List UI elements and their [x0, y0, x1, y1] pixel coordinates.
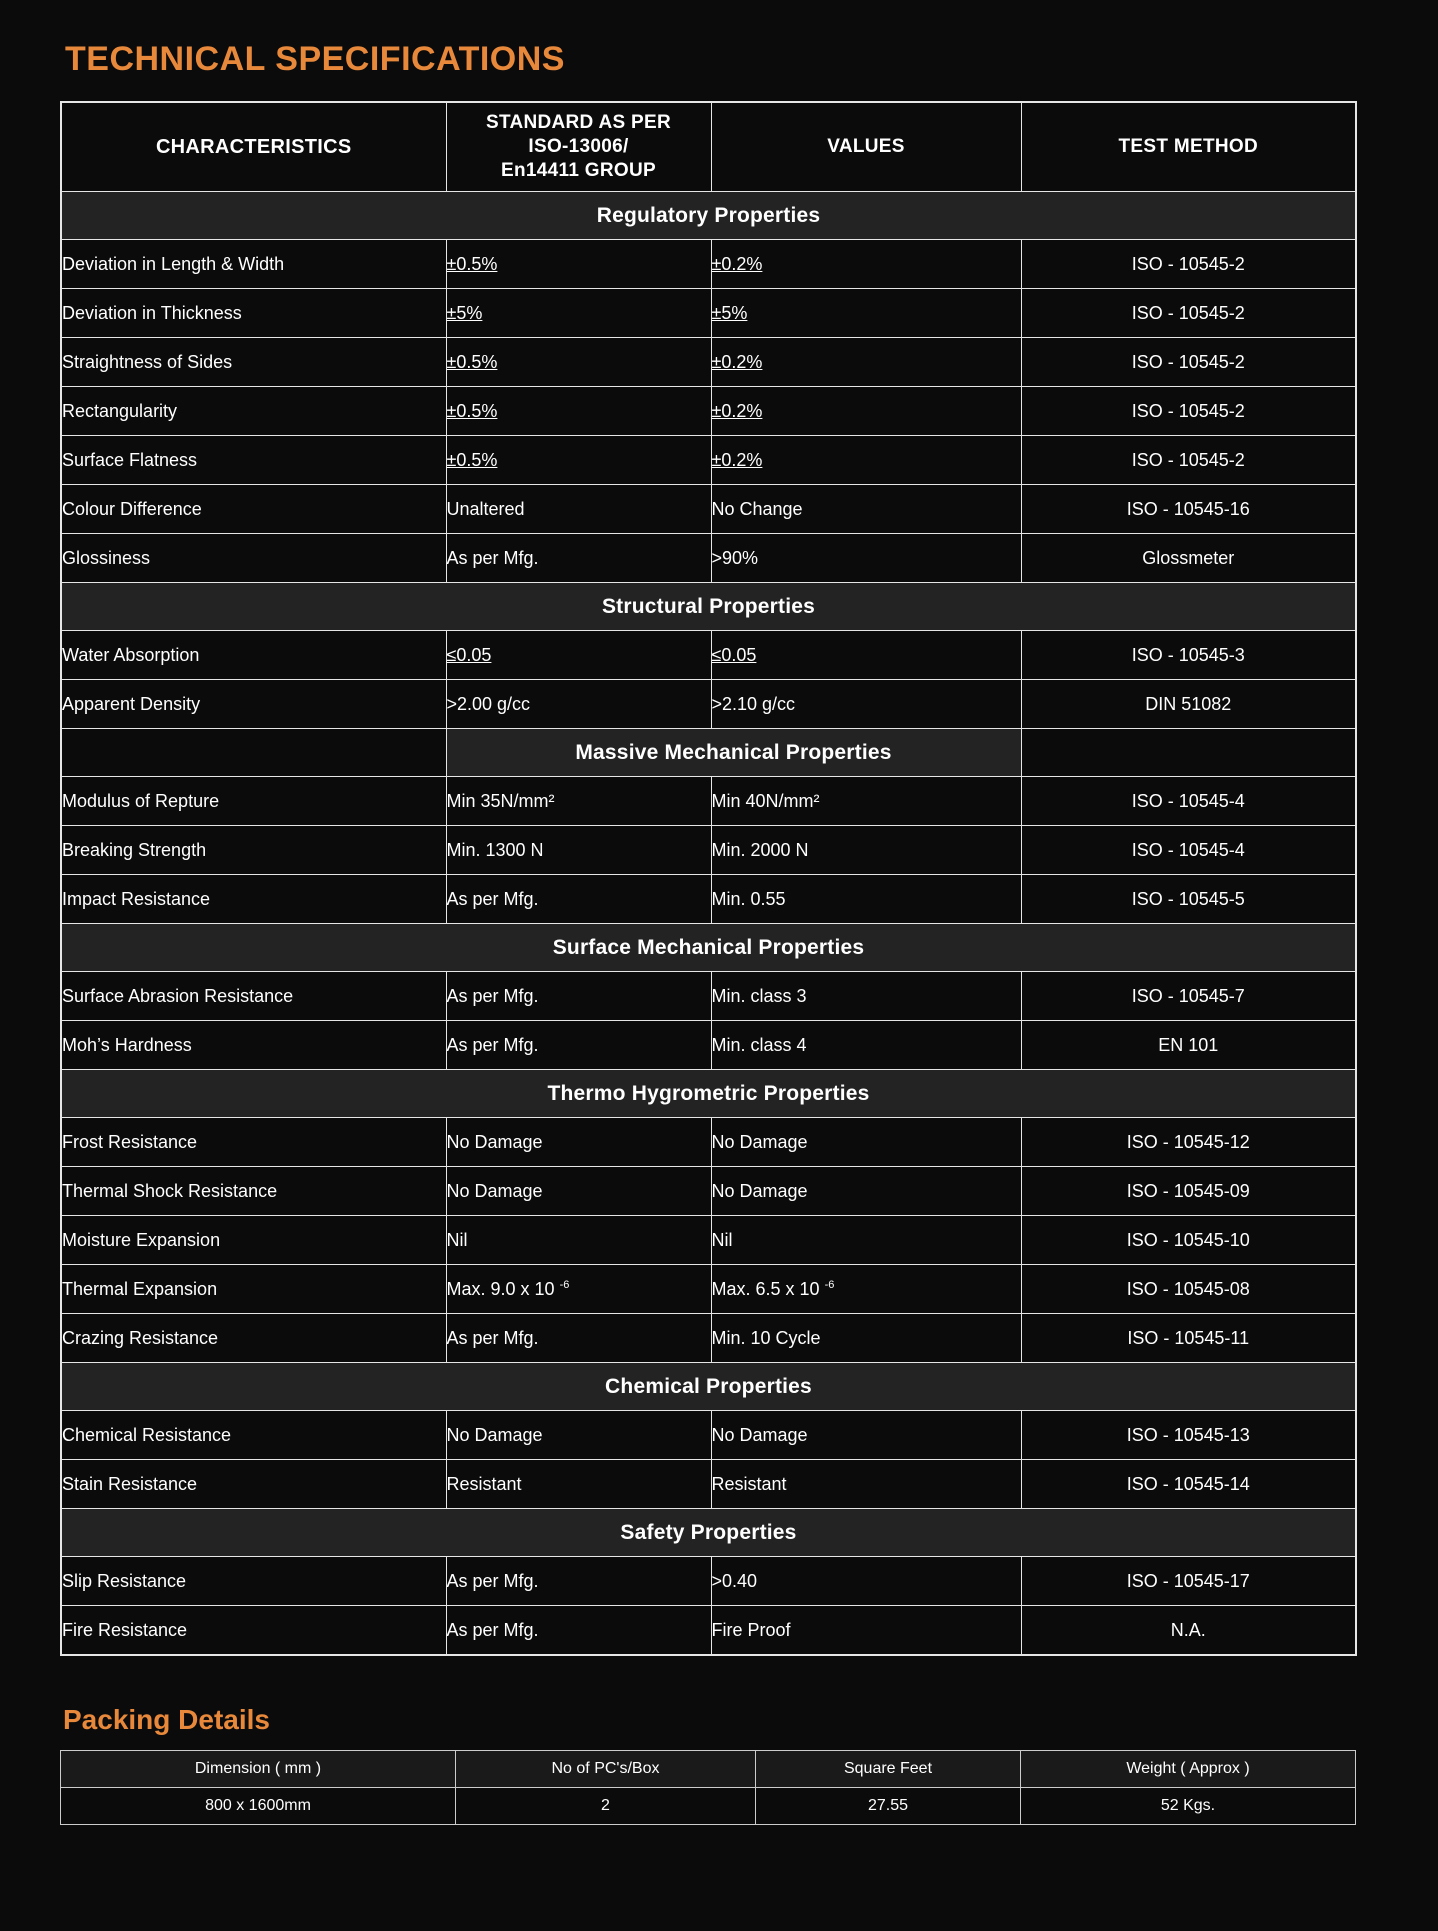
cell-standard: No Damage: [446, 1167, 711, 1216]
cell-standard: Min 35N/mm²: [446, 777, 711, 826]
table-row: [61, 777, 1356, 826]
cell-standard: As per Mfg.: [446, 534, 711, 583]
cell-characteristic: Rectangularity: [61, 387, 446, 436]
cell-characteristic: Fire Resistance: [61, 1606, 446, 1656]
packing-column-header-2: Square Feet: [756, 1751, 1021, 1788]
table-row: [61, 1265, 1356, 1314]
page-title: TECHNICAL SPECIFICATIONS: [65, 40, 565, 78]
cell-test-method: ISO - 10545-17: [1021, 1557, 1356, 1606]
table-row: [61, 289, 1356, 338]
cell-test-method: ISO - 10545-08: [1021, 1265, 1356, 1314]
cell-value: Min. class 4: [711, 1021, 1021, 1070]
cell-characteristic: Thermal Expansion: [61, 1265, 446, 1314]
cell-standard: ±0.5%: [446, 338, 711, 387]
cell-value: ≤0.05: [711, 631, 1021, 680]
specifications-table: [60, 101, 1357, 1656]
table-row: [61, 680, 1356, 729]
packing-column-header-0: Dimension ( mm ): [61, 1751, 456, 1788]
cell-characteristic: Slip Resistance: [61, 1557, 446, 1606]
cell-test-method: EN 101: [1021, 1021, 1356, 1070]
cell-characteristic: Glossiness: [61, 534, 446, 583]
cell-test-method: ISO - 10545-11: [1021, 1314, 1356, 1363]
cell-characteristic: Surface Abrasion Resistance: [61, 972, 446, 1021]
cell-standard: Resistant: [446, 1460, 711, 1509]
cell-standard: No Damage: [446, 1411, 711, 1460]
cell-characteristic: Chemical Resistance: [61, 1411, 446, 1460]
packing-table-header: [61, 1751, 1356, 1788]
cell-characteristic: Thermal Shock Resistance: [61, 1167, 446, 1216]
cell-standard: As per Mfg.: [446, 1314, 711, 1363]
cell-test-method: DIN 51082: [1021, 680, 1356, 729]
table-row: [61, 1167, 1356, 1216]
table-row: [61, 972, 1356, 1021]
section-blank-cell: [1021, 729, 1356, 777]
cell-value: Resistant: [711, 1460, 1021, 1509]
cell-value: No Damage: [711, 1411, 1021, 1460]
cell-value: ±5%: [711, 289, 1021, 338]
table-row: [61, 1460, 1356, 1509]
packing-column-header-1: No of PC's/Box: [456, 1751, 756, 1788]
cell-standard: Unaltered: [446, 485, 711, 534]
cell-test-method: ISO - 10545-3: [1021, 631, 1356, 680]
table-row: [61, 1021, 1356, 1070]
cell-characteristic: Surface Flatness: [61, 436, 446, 485]
cell-value: Min. 2000 N: [711, 826, 1021, 875]
cell-test-method: ISO - 10545-7: [1021, 972, 1356, 1021]
packing-details-title: Packing Details: [63, 1704, 270, 1735]
table-row: [61, 534, 1356, 583]
cell-value: Nil: [711, 1216, 1021, 1265]
cell-characteristic: Water Absorption: [61, 631, 446, 680]
cell-test-method: ISO - 10545-2: [1021, 338, 1356, 387]
cell-test-method: ISO - 10545-2: [1021, 387, 1356, 436]
cell-standard: >2.00 g/cc: [446, 680, 711, 729]
cell-value: ±0.2%: [711, 387, 1021, 436]
section-header-row: [61, 729, 1356, 777]
cell-test-method: ISO - 10545-2: [1021, 436, 1356, 485]
cell-test-method: ISO - 10545-14: [1021, 1460, 1356, 1509]
packing-table-row: [61, 1788, 1356, 1825]
section-header-row: [61, 1363, 1356, 1411]
table-body: [61, 192, 1356, 1656]
section-title: Regulatory Properties: [61, 192, 1356, 240]
cell-test-method: ISO - 10545-16: [1021, 485, 1356, 534]
cell-value: ±0.2%: [711, 240, 1021, 289]
cell-value: No Change: [711, 485, 1021, 534]
cell-characteristic: Modulus of Repture: [61, 777, 446, 826]
standard-header-line-2: ISO-13006/: [528, 136, 629, 158]
cell-standard: ±0.5%: [446, 240, 711, 289]
section-title: Chemical Properties: [61, 1363, 1356, 1411]
table-row: [61, 1411, 1356, 1460]
cell-standard: As per Mfg.: [446, 1606, 711, 1656]
cell-characteristic: Straightness of Sides: [61, 338, 446, 387]
table-row: [61, 875, 1356, 924]
cell-characteristic: Colour Difference: [61, 485, 446, 534]
section-title: Safety Properties: [61, 1509, 1356, 1557]
cell-standard: As per Mfg.: [446, 1557, 711, 1606]
cell-characteristic: Deviation in Length & Width: [61, 240, 446, 289]
cell-standard: As per Mfg.: [446, 1021, 711, 1070]
cell-test-method: ISO - 10545-09: [1021, 1167, 1356, 1216]
cell-standard: Min. 1300 N: [446, 826, 711, 875]
packing-cell-1: 2: [456, 1788, 756, 1825]
cell-standard: No Damage: [446, 1118, 711, 1167]
packing-table-body: [61, 1788, 1356, 1825]
cell-standard: ±0.5%: [446, 387, 711, 436]
table-row: [61, 485, 1356, 534]
table-row: [61, 1314, 1356, 1363]
section-blank-cell: [61, 729, 446, 777]
section-header-row: [61, 192, 1356, 240]
section-header-row: [61, 924, 1356, 972]
cell-characteristic: Moh’s Hardness: [61, 1021, 446, 1070]
cell-value: >2.10 g/cc: [711, 680, 1021, 729]
cell-test-method: ISO - 10545-4: [1021, 777, 1356, 826]
cell-test-method: ISO - 10545-4: [1021, 826, 1356, 875]
table-row: [61, 240, 1356, 289]
table-row: [61, 387, 1356, 436]
packing-column-header-3: Weight ( Approx ): [1021, 1751, 1356, 1788]
table-row: [61, 631, 1356, 680]
cell-standard: Max. 9.0 x 10 $^{-6}$: [446, 1265, 711, 1314]
table-row: [61, 436, 1356, 485]
cell-standard: As per Mfg.: [446, 875, 711, 924]
table-row: [61, 1216, 1356, 1265]
cell-test-method: ISO - 10545-13: [1021, 1411, 1356, 1460]
table-row: [61, 1557, 1356, 1606]
table-row: [61, 826, 1356, 875]
cell-value: Fire Proof: [711, 1606, 1021, 1656]
section-header-row: [61, 1070, 1356, 1118]
cell-characteristic: Deviation in Thickness: [61, 289, 446, 338]
section-title: Massive Mechanical Properties: [446, 729, 1021, 777]
cell-value: Min. 0.55: [711, 875, 1021, 924]
cell-test-method: Glossmeter: [1021, 534, 1356, 583]
standard-header-line-3: En14411 GROUP: [501, 159, 656, 181]
packing-cell-0: 800 x 1600mm: [61, 1788, 456, 1825]
cell-characteristic: Crazing Resistance: [61, 1314, 446, 1363]
table-row: [61, 1118, 1356, 1167]
cell-test-method: ISO - 10545-10: [1021, 1216, 1356, 1265]
section-title: Thermo Hygrometric Properties: [61, 1070, 1356, 1118]
cell-test-method: ISO - 10545-2: [1021, 240, 1356, 289]
packing-cell-3: 52 Kgs.: [1021, 1788, 1356, 1825]
cell-test-method: ISO - 10545-5: [1021, 875, 1356, 924]
cell-test-method: N.A.: [1021, 1606, 1356, 1656]
table-header: [61, 102, 1356, 192]
standard-header-line-1: STANDARD AS PER: [485, 112, 671, 134]
cell-value: >90%: [711, 534, 1021, 583]
cell-test-method: ISO - 10545-12: [1021, 1118, 1356, 1167]
cell-characteristic: Frost Resistance: [61, 1118, 446, 1167]
cell-value: ±0.2%: [711, 338, 1021, 387]
cell-characteristic: Moisture Expansion: [61, 1216, 446, 1265]
column-header-values: VALUES: [711, 102, 1021, 192]
cell-value: ±0.2%: [711, 436, 1021, 485]
packing-details-table: [60, 1750, 1356, 1825]
cell-characteristic: Breaking Strength: [61, 826, 446, 875]
column-header-standard: [446, 102, 711, 192]
section-title: Structural Properties: [61, 583, 1356, 631]
cell-standard: ±5%: [446, 289, 711, 338]
cell-test-method: ISO - 10545-2: [1021, 289, 1356, 338]
cell-characteristic: Impact Resistance: [61, 875, 446, 924]
cell-standard: ≤0.05: [446, 631, 711, 680]
column-header-test-method: TEST METHOD: [1021, 102, 1356, 192]
cell-value: No Damage: [711, 1167, 1021, 1216]
cell-value: Min. 10 Cycle: [711, 1314, 1021, 1363]
cell-standard: Nil: [446, 1216, 711, 1265]
cell-value: Max. 6.5 x 10 $^{-6}$: [711, 1265, 1021, 1314]
cell-value: Min. class 3: [711, 972, 1021, 1021]
cell-value: Min 40N/mm²: [711, 777, 1021, 826]
table-row: [61, 1606, 1356, 1656]
cell-standard: As per Mfg.: [446, 972, 711, 1021]
section-header-row: [61, 1509, 1356, 1557]
table-row: [61, 338, 1356, 387]
cell-characteristic: Stain Resistance: [61, 1460, 446, 1509]
section-title: Surface Mechanical Properties: [61, 924, 1356, 972]
cell-value: No Damage: [711, 1118, 1021, 1167]
cell-value: >0.40: [711, 1557, 1021, 1606]
column-header-characteristics: CHARACTERISTICS: [61, 102, 446, 192]
cell-characteristic: Apparent Density: [61, 680, 446, 729]
cell-standard: ±0.5%: [446, 436, 711, 485]
packing-cell-2: 27.55: [756, 1788, 1021, 1825]
section-header-row: [61, 583, 1356, 631]
